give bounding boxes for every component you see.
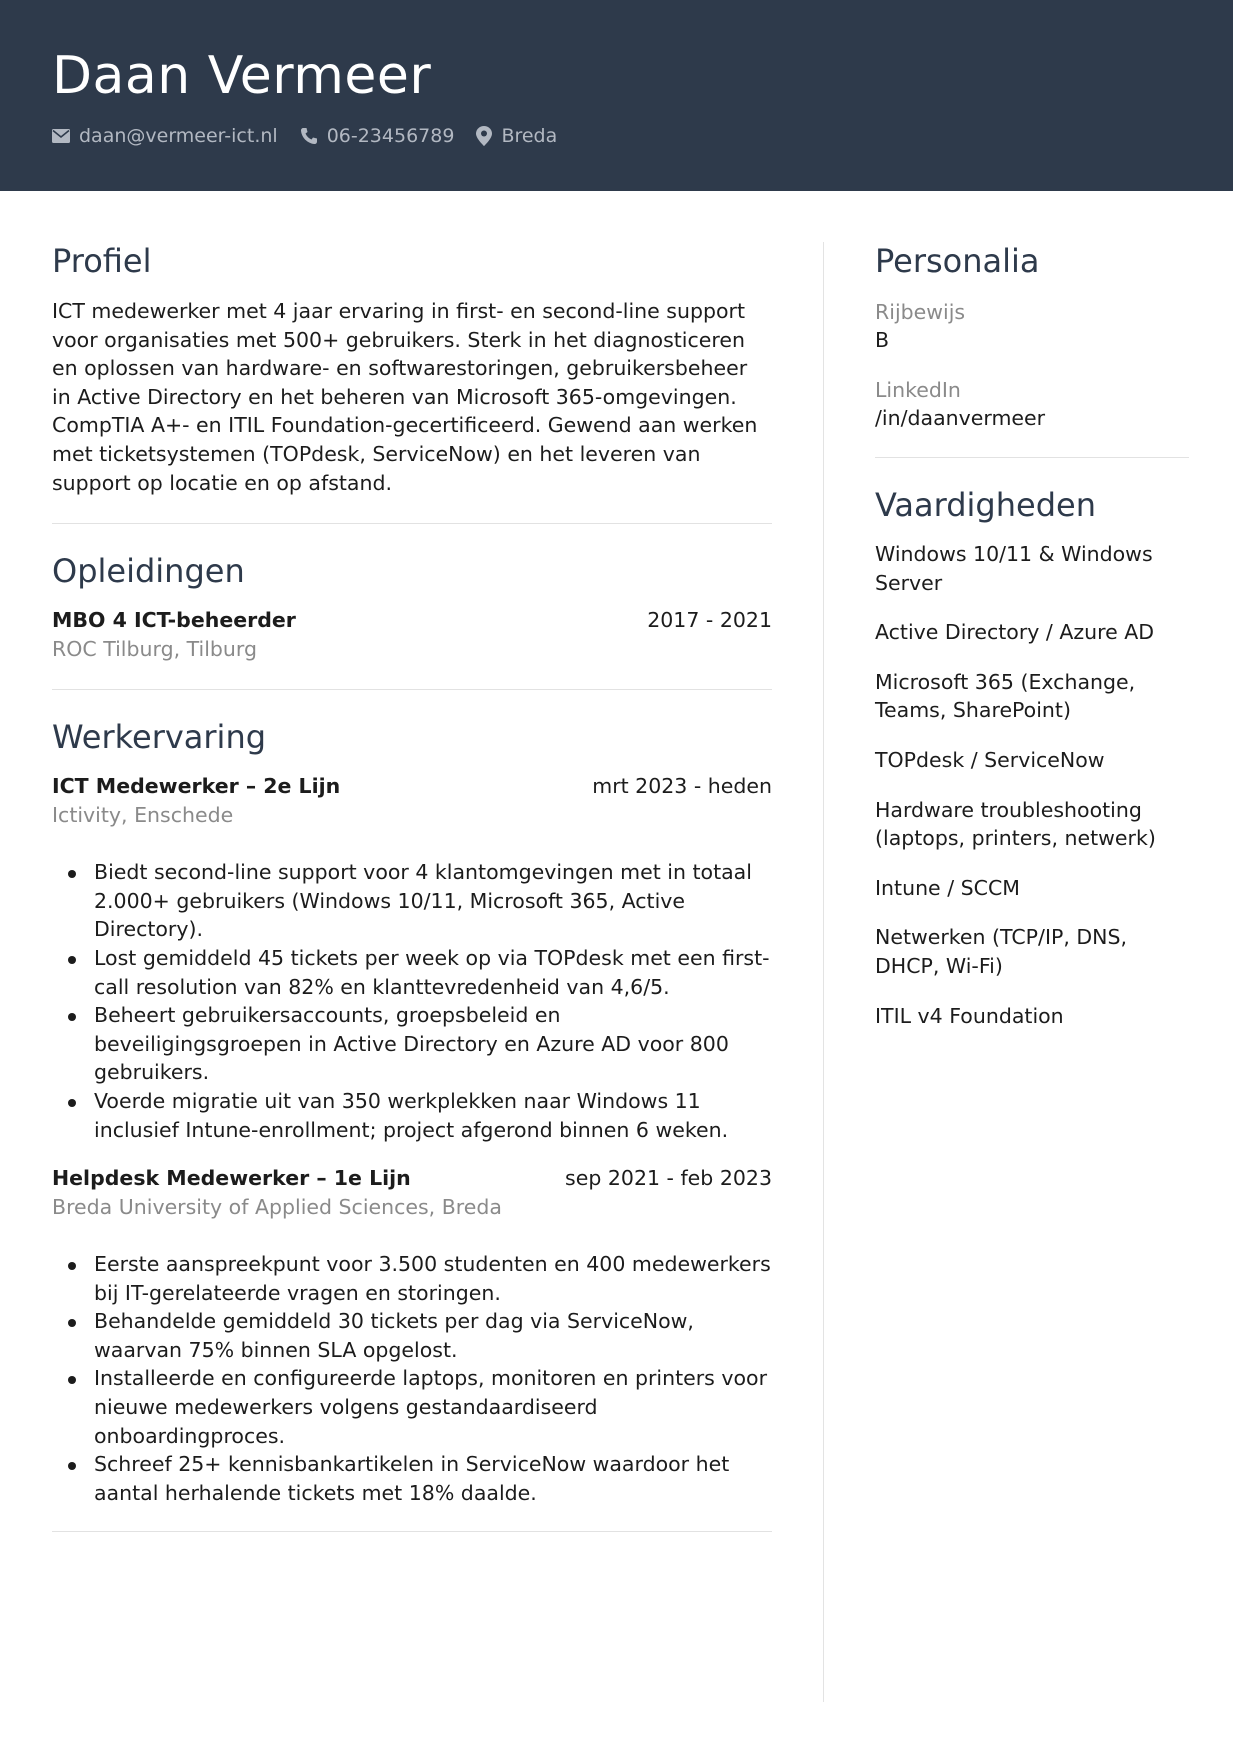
skill-item: Netwerken (TCP/IP, DNS, DHCP, Wi-Fi) [875, 925, 1128, 978]
column-divider [823, 242, 824, 1702]
list-item: Behandelde gemiddeld 30 tickets per dag via ServiceNow, waarvan 75% binnen SLA opgelost. [52, 1307, 772, 1364]
job-dates: mrt 2023 - heden [592, 774, 772, 799]
section-divider [52, 689, 772, 690]
envelope-icon [52, 129, 70, 143]
entry-header [52, 772, 772, 801]
side-column [875, 240, 1189, 1030]
skills-section [875, 484, 1189, 1030]
skill-item: Microsoft 365 (Exchange, Teams, SharePoint) [875, 669, 1136, 723]
contact-location [476, 125, 557, 147]
personal-label: LinkedIn [875, 378, 961, 402]
personal-value: /in/daanvermeer [875, 406, 1046, 430]
section-title-education: Opleidingen [52, 552, 245, 591]
experience-section [52, 716, 772, 1507]
skill-item: ITIL v4 Foundation [875, 1003, 1064, 1028]
education-entry [52, 606, 772, 664]
profile-text: ICT medewerker met 4 jaar ervaring in first- en second-line support voor organisaties met 500+ gebruikers. Sterk in het diagnosticeren en oplossen van hardware- en softwarestoringen, gebruikersbeheer in Active Directory en het beheren van Microsoft 365-omgevingen. CompTIA A+- en ITIL Foundation-gecertificeerd. Gewend aan werken met ticketsystemen (TOPdesk, ServiceNow) en het leveren van support op locatie en op afstand. [52, 299, 758, 495]
profile-section [52, 240, 772, 497]
list-item: Eerste aanspreekpunt voor 3.500 studenten en 400 medewerkers bij IT-gerelateerde vragen en storingen. [52, 1250, 772, 1307]
candidate-name: Daan Vermeer [52, 46, 432, 106]
company-name: Ictivity, Enschede [52, 803, 234, 828]
section-title-profile: Profiel [52, 242, 152, 280]
map-pin-icon [476, 126, 492, 146]
education-section [52, 550, 772, 664]
section-title-skills: Vaardigheden [875, 486, 1096, 524]
section-title-experience: Werkervaring [52, 718, 267, 757]
skill-item: Intune / SCCM [875, 875, 1020, 900]
job-bullets [52, 1250, 772, 1507]
list-item: Beheert gebruikersaccounts, groepsbeleid en beveiligingsgroepen in Active Directory en Azure AD voor 800 gebruikers. [52, 1001, 772, 1087]
personal-value: B [875, 328, 890, 352]
job-dates: sep 2021 - feb 2023 [565, 1166, 772, 1191]
email-text: daan@vermeer-ict.nl [79, 125, 278, 147]
list-item: Voerde migratie uit van 350 werkplekken naar Windows 11 inclusief Intune-enrollment; project afgerond binnen 6 weken. [52, 1087, 772, 1144]
resume-header [0, 0, 1241, 191]
school-name: ROC Tilburg, Tilburg [52, 637, 257, 662]
entry-header [52, 1164, 772, 1193]
main-column [52, 240, 772, 1532]
personal-section [875, 240, 1189, 432]
experience-entry [52, 772, 772, 1144]
entry-header [52, 606, 772, 635]
degree-title: MBO 4 ICT-beheerder [52, 608, 296, 633]
phone-text: 06-23456789 [326, 125, 455, 147]
job-title: Helpdesk Medewerker – 1e Lijn [52, 1166, 411, 1191]
list-item: Lost gemiddeld 45 tickets per week op via TOPdesk met een first-call resolution van 82% en klanttevredenheid van 4,6/5. [52, 944, 772, 1001]
section-divider [875, 457, 1189, 458]
job-title: ICT Medewerker – 2e Lijn [52, 774, 341, 799]
contact-bar [52, 122, 557, 150]
contact-phone [300, 125, 455, 147]
personal-label: Rijbewijs [875, 300, 966, 324]
list-item: Installeerde en configureerde laptops, monitoren en printers voor nieuwe medewerkers volgens gestandaardiseerd onboardingproces. [52, 1364, 772, 1450]
skill-item: Windows 10/11 & Windows Server [875, 542, 1153, 595]
skill-item: Hardware troubleshooting (laptops, printers, netwerk) [875, 797, 1156, 851]
experience-entry [52, 1164, 772, 1507]
company-name: Breda University of Applied Sciences, Breda [52, 1195, 502, 1220]
location-text: Breda [501, 125, 558, 147]
section-title-personal: Personalia [875, 242, 1040, 280]
contact-email [52, 125, 278, 147]
education-dates: 2017 - 2021 [647, 608, 772, 633]
phone-icon [300, 127, 318, 145]
job-bullets [52, 858, 772, 1144]
skill-item: Active Directory / Azure AD [875, 620, 1155, 645]
skill-item: TOPdesk / ServiceNow [875, 747, 1105, 772]
section-divider [52, 523, 772, 524]
personal-item [875, 376, 1189, 432]
list-item: Schreef 25+ kennisbankartikelen in ServiceNow waardoor het aantal herhalende tickets met 18% daalde. [52, 1450, 772, 1507]
section-divider [52, 1531, 772, 1532]
list-item: Biedt second-line support voor 4 klantomgevingen met in totaal 2.000+ gebruikers (Windows 10/11, Microsoft 365, Active Directory). [52, 858, 772, 944]
personal-item [875, 298, 1189, 354]
